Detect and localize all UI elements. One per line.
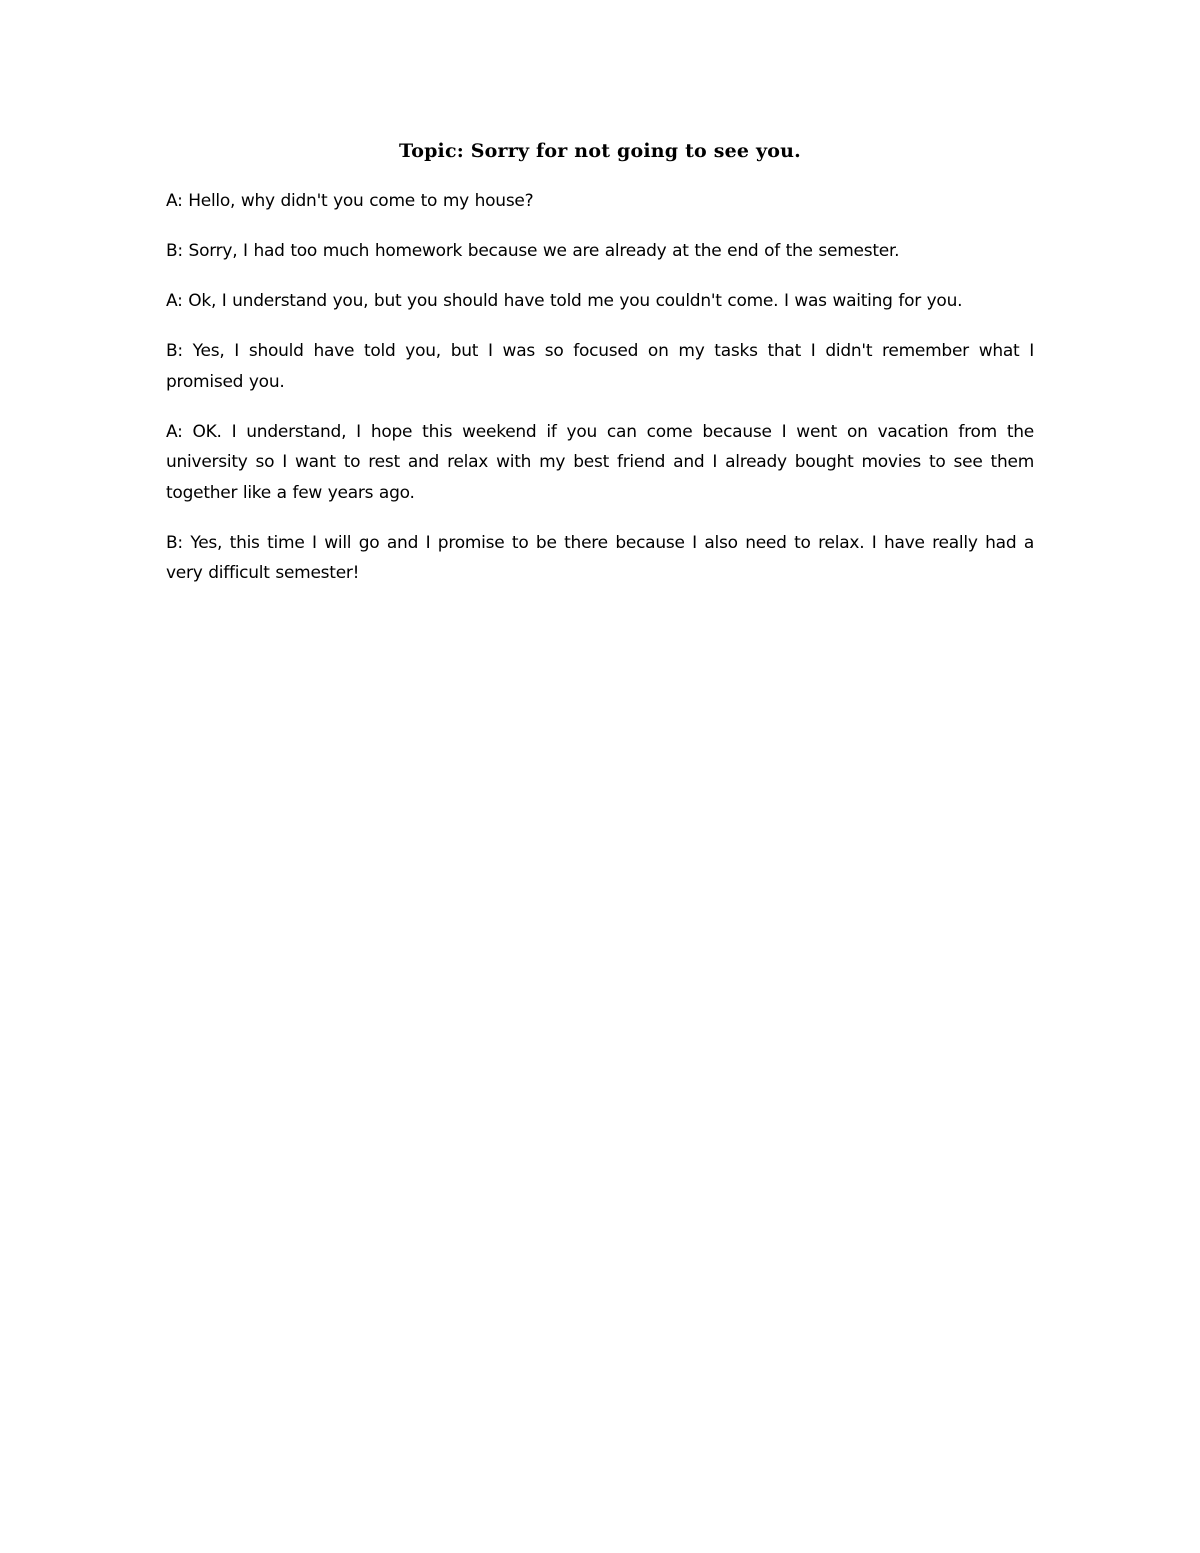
document-body	[166, 136, 1034, 608]
dialogue-line: A: Ok, I understand you, but you should have told me you couldn't come. I was waiting for you.	[166, 291, 963, 311]
dialogue-line: B: Yes, I should have told you, but I was so focused on my tasks that I didn't remember what I promised you.	[166, 341, 1034, 392]
document-title: Topic: Sorry for not going to see you.	[399, 140, 801, 162]
dialogue-line: B: Sorry, I had too much homework because we are already at the end of the semester.	[166, 241, 900, 261]
dialogue-line: A: Hello, why didn't you come to my house?	[166, 191, 534, 211]
dialogue-line: B: Yes, this time I will go and I promise to be there because I also need to relax. I have really had a very difficult semester!	[166, 532, 1034, 583]
dialogue-line: A: OK. I understand, I hope this weekend if you can come because I went on vacation from the university so I want to rest and relax with my best friend and I already bought movies to see them together like a few years ago.	[166, 421, 1034, 503]
